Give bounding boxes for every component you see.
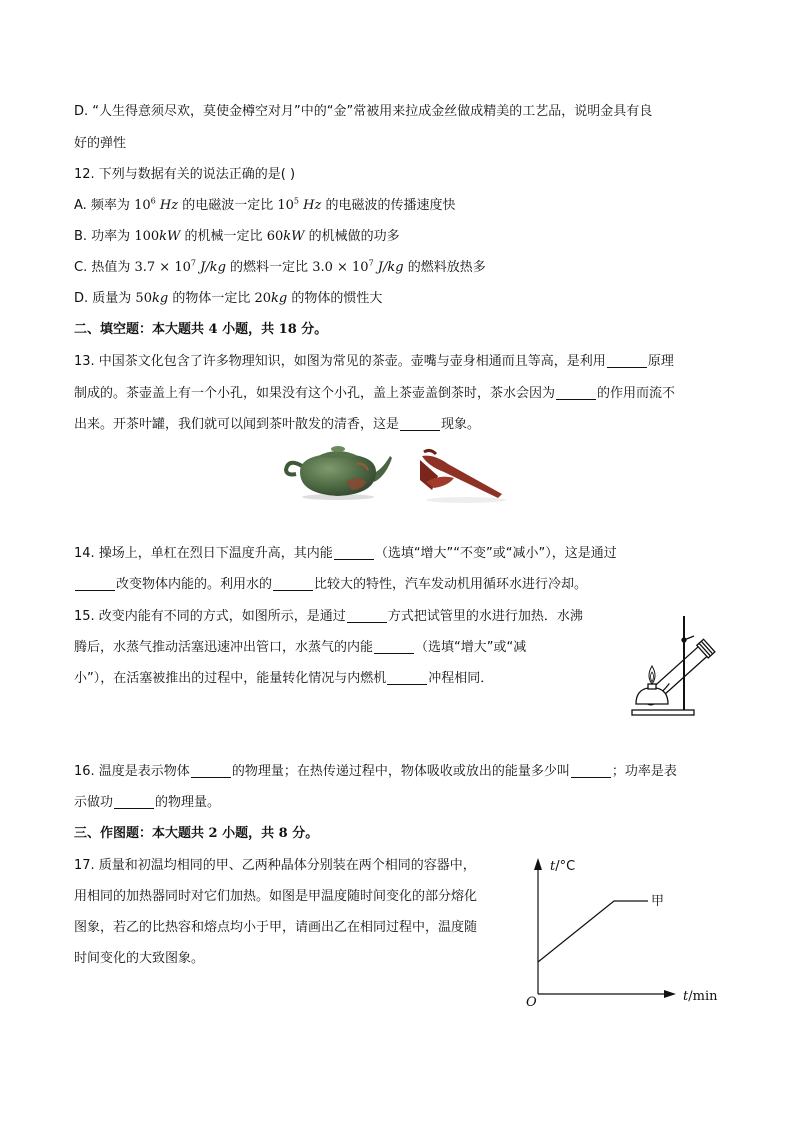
q16-line1: 16. 温度是表示物体 的物理量；在热传递过程中，物体吸收或放出的能量多少叫 ；功率是表: [74, 764, 677, 779]
series-jia-curve: [538, 901, 648, 962]
answer-blank[interactable]: [347, 608, 387, 623]
answer-blank[interactable]: [400, 416, 440, 431]
q17-line3: 图象，若乙的比热容和熔点均小于甲，请画出乙在相同过程中，温度随: [74, 920, 478, 935]
q14-line1: 14. 操场上，单杠在烈日下温度升高，其内能 （选填“增大”“不变”或“减小”），这是通过: [74, 546, 617, 561]
test-tube-apparatus-diagram: [628, 606, 726, 720]
x-axis-arrow: [664, 990, 676, 998]
answer-blank[interactable]: [75, 576, 115, 591]
answer-blank[interactable]: [607, 353, 647, 368]
q13-line2: 制成的。茶壶盖上有一个小孔，如果没有这个小孔，盖上茶壶盖倒茶时，茶水会因为 的作用而流不: [74, 386, 676, 401]
origin-label: O: [526, 995, 537, 1010]
q12-option-b: B. 功率为 100kW 的机械一定比 60kW 的机械做的功多: [74, 229, 400, 244]
y-axis-label: t/°C: [550, 859, 576, 874]
answer-blank[interactable]: [334, 545, 374, 560]
q15-line3: 小”），在活塞被推出的过程中，能量转化情况与内燃机 冲程相同．: [74, 671, 494, 686]
q12-stem: 12. 下列与数据有关的说法正确的是( ): [74, 167, 296, 182]
q15-line1: 15. 改变内能有不同的方式，如图所示，是通过 方式把试管里的水进行加热．水沸: [74, 609, 583, 624]
q14-line2: 改变物体内能的。利用水的 比较大的特性，汽车发动机用循环水进行冷却。: [74, 575, 587, 595]
answer-blank[interactable]: [114, 794, 154, 809]
answer-blank[interactable]: [273, 576, 313, 591]
x-axis-label: t/min: [683, 989, 718, 1004]
answer-blank[interactable]: [374, 639, 414, 654]
q12-option-c: C. 热值为 $3.7 \times 10^7$ J/kg 的燃料一定比 $3.0 \times 10^7$ J/kg 的燃料放热多: [74, 258, 486, 275]
q17-line1: 17. 质量和初温均相同的甲、乙两种晶体分别装在两个相同的容器中，: [74, 858, 476, 873]
temperature-time-graph: [520, 852, 730, 1012]
q11-option-d-line1: D. “人生得意须尽欢，莫使金樽空对月”中的“金”常被用来拉成金丝做成精美的工艺品，说明金具有良: [74, 104, 653, 119]
answer-blank[interactable]: [191, 763, 231, 778]
q11-option-d-line2: 好的弹性: [74, 136, 127, 151]
answer-blank[interactable]: [571, 763, 611, 778]
section2-heading: 二、填空题：本大题共 4 小题，共 18 分。: [74, 322, 328, 337]
q12-option-a: A. 频率为 $10^6$ Hz 的电磁波一定比 $10^5$ Hz 的电磁波的传播速度快: [74, 196, 456, 213]
answer-blank[interactable]: [387, 670, 427, 685]
q13-line1: 13. 中国茶文化包含了许多物理知识，如图为常见的茶壶。壶嘴与壶身相通而且等高，是利用 原理: [74, 354, 674, 369]
q13-line3: 出来。开茶叶罐，我们就可以闻到茶叶散发的清香，这是 现象。: [74, 417, 481, 432]
section3-heading: 三、作图题：本大题共 2 小题，共 8 分。: [74, 826, 319, 841]
q15-line2: 腾后，水蒸气推动活塞迅速冲出管口，水蒸气的内能 （选填“增大”或“减: [74, 640, 527, 655]
q12-option-d: D. 质量为 50kg 的物体一定比 20kg 的物体的惯性大: [74, 291, 383, 306]
answer-blank[interactable]: [556, 385, 596, 400]
q17-line2: 用相同的加热器同时对它们加热。如图是甲温度随时间变化的部分熔化: [74, 889, 478, 904]
y-axis-arrow: [534, 858, 542, 870]
series-jia-label: 甲: [651, 894, 665, 909]
tea-scoop-image: [414, 446, 508, 504]
q17-line4: 时间变化的大致图象。: [74, 951, 205, 966]
teapot-image: [282, 442, 394, 502]
q16-line2: 示做功 的物理量。: [74, 795, 221, 810]
